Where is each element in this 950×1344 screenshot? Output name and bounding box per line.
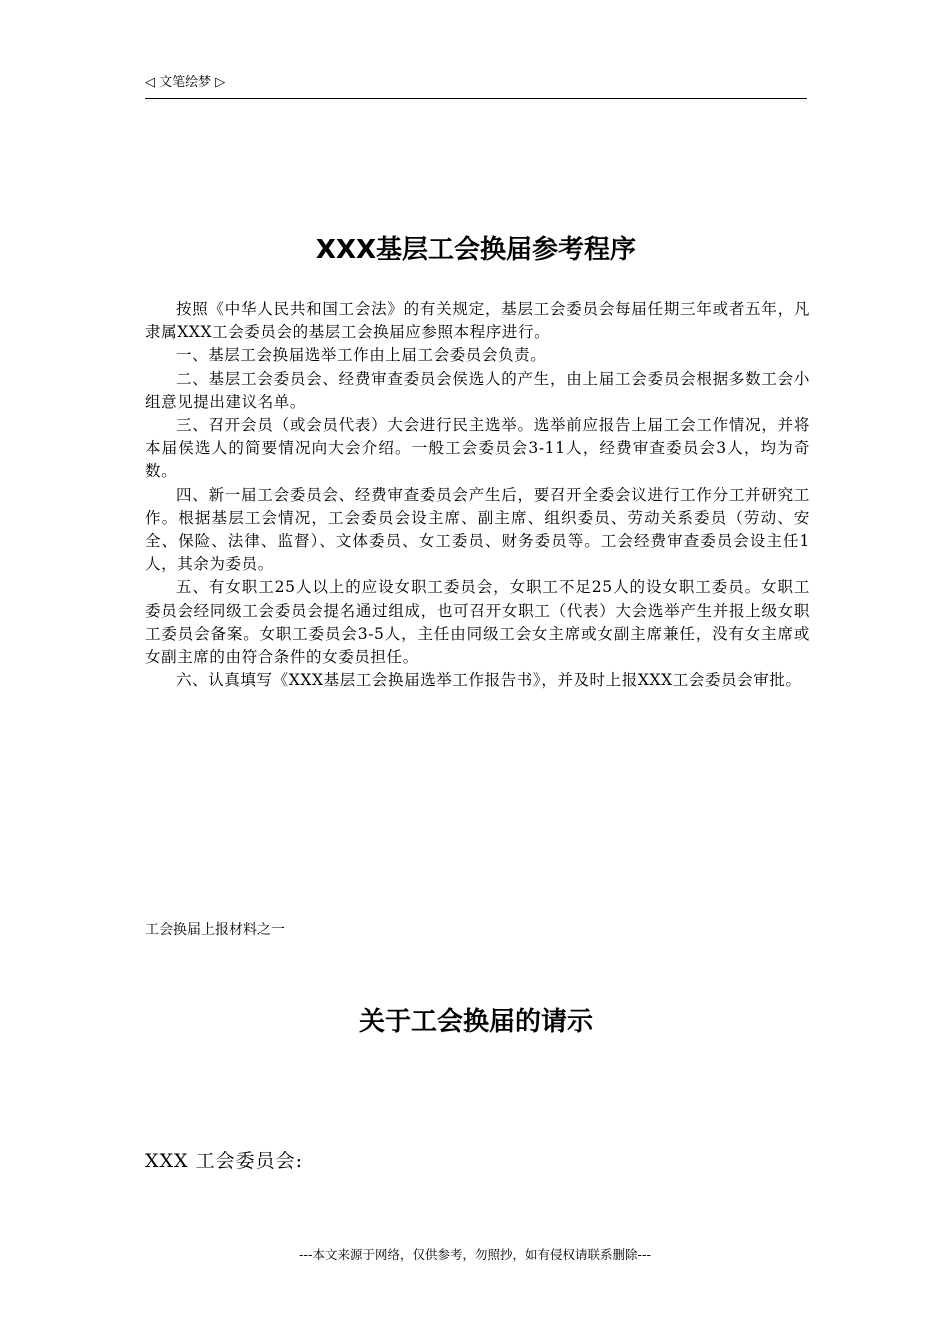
page-footer-disclaimer: ---本文来源于网络，仅供参考，勿照抄，如有侵权请联系删除--- xyxy=(298,1247,652,1262)
right-triangle-icon: ▷ xyxy=(215,75,226,90)
page-header xyxy=(145,72,807,99)
header-title: 文笔绘梦 xyxy=(159,75,212,90)
request-title: 关于工会换届的请示 xyxy=(358,1007,593,1037)
paragraph-item-5: 五、有女职工25人以上的应设女职工委员会，女职工不足25人的设女职工委员。女职工委员会经同级工会委员会提名通过组成，也可召开女职工（代表）大会选举产生并报上级女职工委员会备案。女职工委员会3-5人，主任由同级工会女主席或女副主席兼任，没有女主席或女副主席的由符合条件的女委员担任。 xyxy=(145,578,810,667)
paragraph-intro: 按照《中华人民共和国工会法》的有关规定，基层工会委员会每届任期三年或者五年，凡隶属XXX工会委员会的基层工会换届应参照本程序进行。 xyxy=(145,300,810,342)
section-subhead: 工会换届上报材料之一 xyxy=(145,922,285,938)
document-title: XXX基层工会换届参考程序 xyxy=(315,235,637,265)
paragraph-item-1: 一、基层工会换届选举工作由上届工会委员会负责。 xyxy=(176,346,547,365)
paragraph-item-4: 四、新一届工会委员会、经费审查委员会产生后，要召开全委会议进行工作分工并研究工作。根据基层工会情况，工会委员会设主席、副主席、组织委员、劳动关系委员（劳动、安全、保险、法律、监督）、文体委员、女工委员、财务委员等。工会经费审查委员会设主任1人，其余为委员。 xyxy=(145,485,810,574)
document-body xyxy=(145,298,810,692)
header-text-group xyxy=(145,74,225,92)
left-triangle-icon: ◁ xyxy=(145,75,155,90)
paragraph-item-3: 三、召开会员（或会员代表）大会进行民主选举。选举前应报告上届工会工作情况，并将本届侯选人的简要情况向大会介绍。一般工会委员会3-11人，经费审查委员会3人，均为奇数。 xyxy=(145,416,810,481)
addressee-line: XXX 工会委员会: xyxy=(145,1150,304,1172)
paragraph-item-2: 二、基层工会委员会、经费审查委员会侯选人的产生，由上届工会委员会根据多数工会小组意见提出建议名单。 xyxy=(145,369,810,411)
paragraph-item-6: 六、认真填写《XXX基层工会换届选举工作报告书》，并及时上报XXX工会委员会审批。 xyxy=(176,671,802,690)
